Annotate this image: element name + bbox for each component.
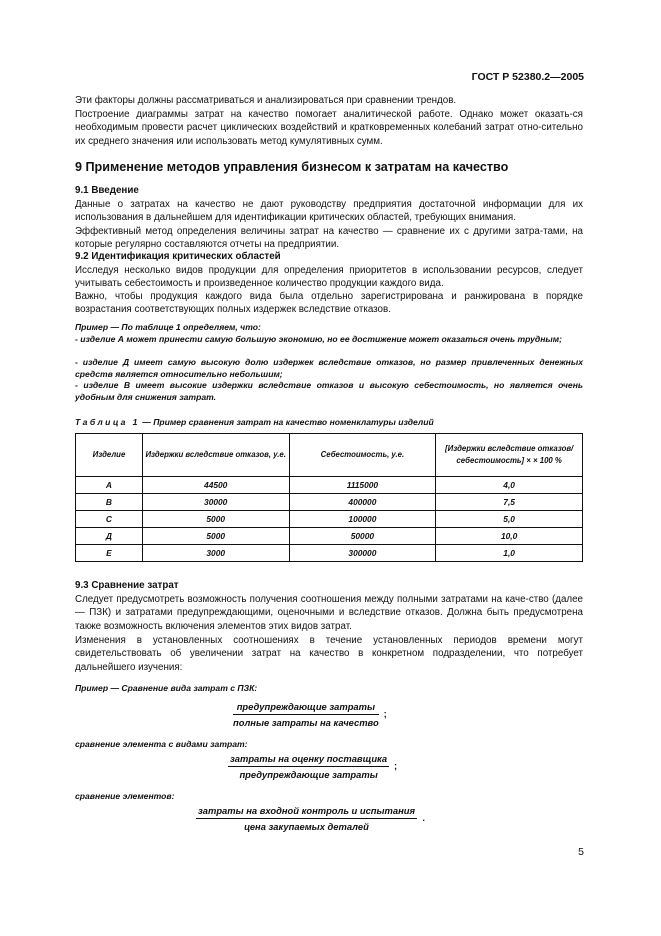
example-line-2: - изделие А может принести самую большую экономию, но ее достижение может оказаться очень трудным; xyxy=(75,334,562,344)
cost-comparison-table xyxy=(75,433,583,562)
table-header-cell: Себестоимость, у.е. xyxy=(289,434,436,477)
formula-label-2: сравнение элемента с видами затрат: xyxy=(75,739,248,749)
table-cell: А xyxy=(76,477,143,494)
intro-text-1: Эти факторы должны рассматриваться и анализироваться при сравнении трендов. xyxy=(75,95,457,106)
table-row xyxy=(76,511,583,528)
table-cell: 400000 xyxy=(289,494,436,511)
document-header: ГОСТ Р 52380.2—2005 xyxy=(471,71,584,83)
section-9-2-paragraph-1: Исследуя несколько видов продукции для определения приоритетов в использовании ресурсов, следует учитывать себестоимость и произведенное количество продукции каждого вида. xyxy=(75,265,583,290)
section-9-1-paragraph-2: Эффективный метод определения величины затрат на качество — сравнение их с другими затра-тами, на которые регулярно составляются отчеты на предприятии. xyxy=(75,226,583,251)
page-number: 5 xyxy=(578,846,584,858)
table-cell: 300000 xyxy=(289,545,436,562)
table-caption-label: Таблица 1 xyxy=(75,417,140,427)
table-row xyxy=(76,528,583,545)
section-9-1-paragraph-1: Данные о затратах на качество не дают руководству предприятия достаточной информации для их использования в дальнейшем для идентификации критических областей, требующих внимания. xyxy=(75,199,583,224)
section-9-title: 9 Применение методов управления бизнесом к затратам на качество xyxy=(75,160,509,174)
formula-2-numerator: затраты на оценку поставщика xyxy=(228,753,389,767)
table-cell: 1,0 xyxy=(436,545,583,562)
section-9-2-title: 9.2 Идентификация критических областей xyxy=(75,251,281,262)
table-cell: 4,0 xyxy=(436,477,583,494)
table-cell: 50000 xyxy=(289,528,436,545)
example-line-3: - изделие Д имеет самую высокую долю издержек вследствие отказов, но размер привлеченных денежных средств является относительно небольшим; xyxy=(75,357,583,379)
formula-3-punctuation: . xyxy=(422,812,425,823)
intro-paragraph-1 xyxy=(75,94,583,107)
formula-2-punctuation: ; xyxy=(394,760,398,771)
table-cell: В xyxy=(76,494,143,511)
table-caption xyxy=(75,417,434,427)
table-row xyxy=(76,494,583,511)
table-cell: Е xyxy=(76,545,143,562)
table-header-cell: [Издержки вследствие отказов/себестоимость] × × 100 % xyxy=(436,434,583,477)
table-cell: 30000 xyxy=(142,494,289,511)
table-header-cell: Изделие xyxy=(76,434,143,477)
formula-1 xyxy=(233,701,387,728)
section-9-3-title: 9.3 Сравнение затрат xyxy=(75,580,179,591)
table-cell: 5,0 xyxy=(436,511,583,528)
section-9-3-paragraph-1: Следует предусмотреть возможность получения соотношения между полными затратами на каче-ство (далее — ПЗК) и затратами предупреждающими, оценочными и вследствие отказов. Должна быть предусмотрена также возможность включения элементов этих видов затрат. xyxy=(75,594,583,632)
formula-2 xyxy=(228,753,398,780)
table-cell: 44500 xyxy=(142,477,289,494)
table-cell: 100000 xyxy=(289,511,436,528)
table-header-cell: Издержки вследствие отказов, у.е. xyxy=(142,434,289,477)
formula-3-numerator: затраты на входной контроль и испытания xyxy=(196,805,417,819)
table-cell: 5000 xyxy=(142,511,289,528)
formula-1-punctuation: ; xyxy=(383,708,387,719)
example-line-4: - изделие В имеет высокие издержки вследствие отказов и высокую себестоимость, но является очень удобным для снижения затрат. xyxy=(75,380,583,402)
section-9-1-title: 9.1 Введение xyxy=(75,185,139,196)
table-row xyxy=(76,477,583,494)
formula-3-denominator: цена закупаемых деталей xyxy=(244,821,369,832)
formula-example-label: Пример — Сравнение вида затрат с ПЗК: xyxy=(75,683,258,693)
formula-label-3: сравнение элементов: xyxy=(75,791,175,801)
formula-2-denominator: предупреждающие затраты xyxy=(239,769,378,780)
intro-paragraph-2: Построение диаграммы затрат на качество помогает аналитической работе. Однако может оказать-ся необходимым провести расчет циклических воздействий и кратковременных колебаний затрат отно-сительно их среднего значения или использовать метод кумулятивных сумм. xyxy=(75,109,583,147)
formula-3 xyxy=(196,805,425,832)
table-cell: 10,0 xyxy=(436,528,583,545)
table-cell: 5000 xyxy=(142,528,289,545)
table-cell: 7,5 xyxy=(436,494,583,511)
example-line-1: Пример — По таблице 1 определяем, что: xyxy=(75,322,261,332)
table-caption-text: — Пример сравнения затрат на качество номенклатуры изделий xyxy=(139,417,434,427)
section-9-2-paragraph-2: Важно, чтобы продукция каждого вида была отдельно зарегистрирована и ранжирована в порядке возрастания соответствующих полных издержек вследствие отказов. xyxy=(75,291,583,316)
section-9-3-paragraph-2: Изменения в установленных соотношениях в течение установленных периодов времени могут свидетельствовать об увеличении затрат на качество в конкретном подразделении, что потребует дальнейшего изучения: xyxy=(75,635,583,673)
table-header-row xyxy=(76,434,583,477)
formula-1-numerator: предупреждающие затраты xyxy=(233,701,379,715)
table-cell: Д xyxy=(76,528,143,545)
formula-1-denominator: полные затраты на качество xyxy=(233,717,379,728)
table-cell: С xyxy=(76,511,143,528)
table-cell: 1115000 xyxy=(289,477,436,494)
table-row xyxy=(76,545,583,562)
table-cell: 3000 xyxy=(142,545,289,562)
